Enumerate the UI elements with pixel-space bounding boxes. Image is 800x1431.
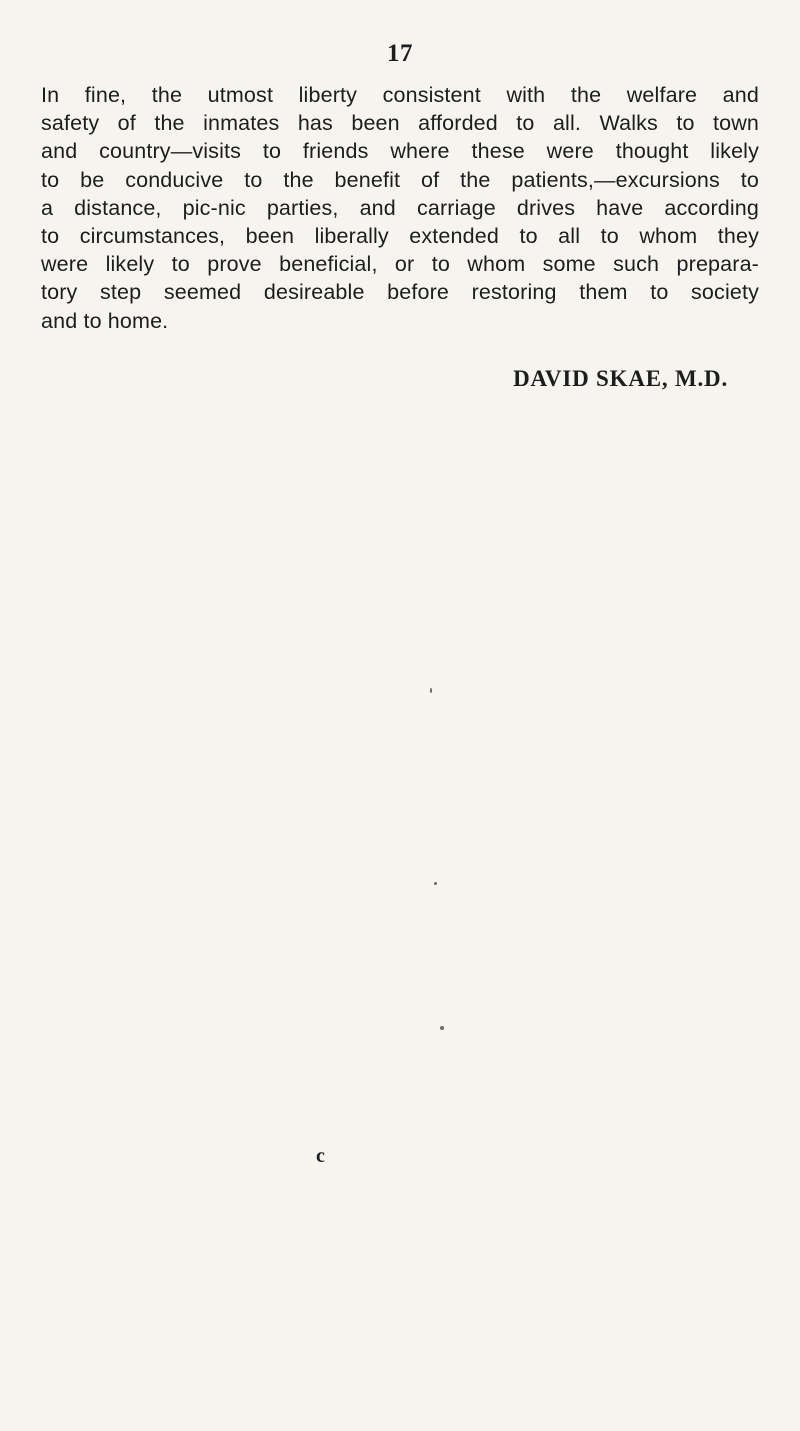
author-signature: DAVID SKAE, M.D.: [513, 366, 728, 391]
paragraph-line: and to home.: [41, 308, 169, 333]
paragraph-line: to circumstances, been liberally extended to all to whom they: [41, 223, 759, 248]
paper-speck: [434, 882, 437, 885]
paper-speck: [430, 688, 432, 693]
paragraph-line: to be conducive to the benefit of the patients,—excursions to: [41, 167, 759, 192]
paragraph-line: and country—visits to friends where these were thought likely: [41, 139, 759, 164]
page-number: 17: [387, 40, 413, 67]
paper-speck: [440, 1026, 444, 1030]
paragraph-line: were likely to prove beneficial, or to whom some such prepara-: [41, 252, 759, 277]
paragraph-line: a distance, pic-nic parties, and carriage drives have according: [41, 195, 759, 220]
body-paragraph: [41, 81, 759, 335]
paragraph-line: In fine, the utmost liberty consistent with the welfare and: [41, 83, 759, 107]
paragraph-line: safety of the inmates has been afforded to all. Walks to town: [41, 111, 759, 136]
paragraph-line: tory step seemed desireable before restoring them to society: [41, 280, 759, 305]
signature-mark: c: [316, 1145, 325, 1167]
